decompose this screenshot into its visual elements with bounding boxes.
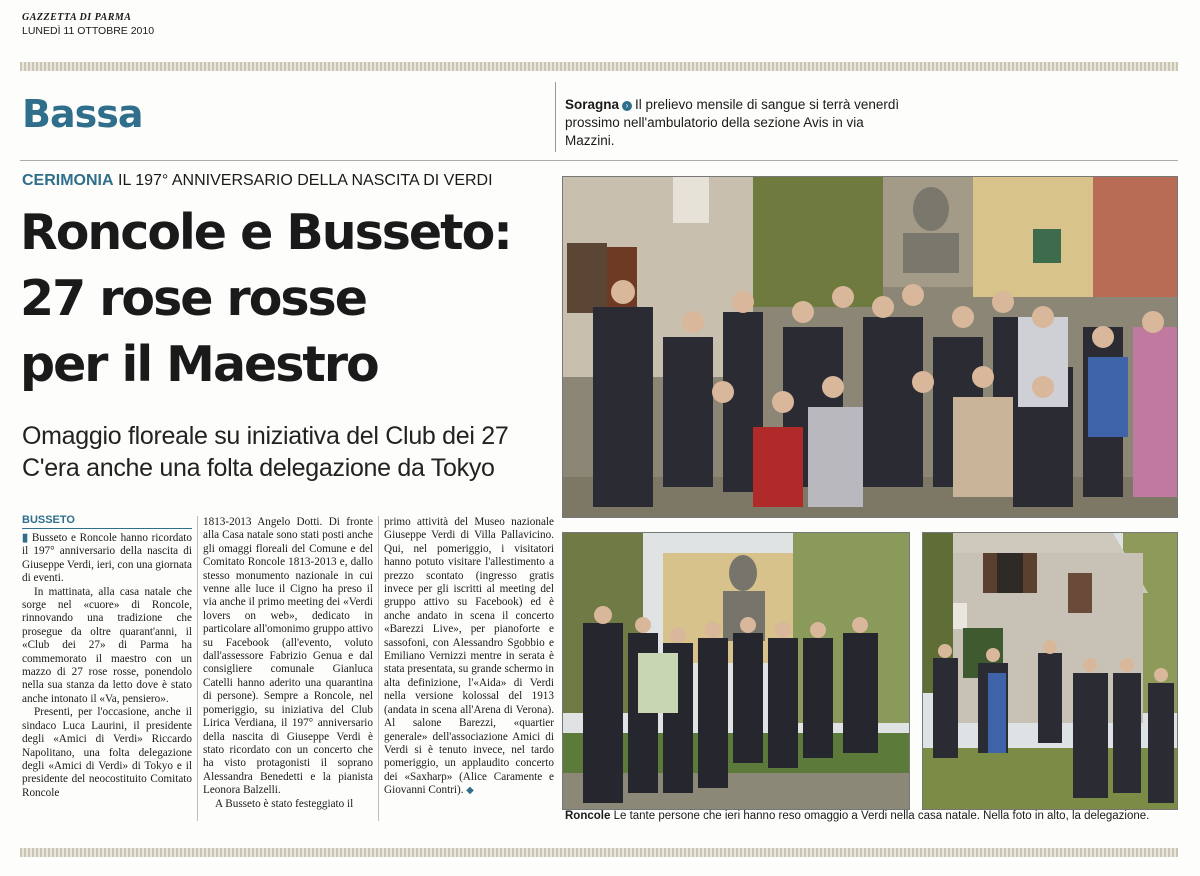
bottom-rule bbox=[20, 848, 1178, 857]
kicker bbox=[22, 172, 493, 190]
kicker-text: IL 197° ANNIVERSARIO DELLA NASCITA DI VERDI bbox=[118, 172, 493, 189]
headline-line-2: 27 rose rosse bbox=[20, 270, 366, 327]
photo-delegation bbox=[562, 176, 1178, 518]
photo-monument bbox=[562, 532, 910, 810]
paragraph-text: Busseto e Roncole hanno ricordato il 197° anniversario della nascita di Giuseppe Verdi, ieri, con una giornata di eventi. bbox=[22, 532, 192, 585]
caption-place: Roncole bbox=[565, 810, 611, 822]
article-paragraph: In mattinata, alla casa natale che sorge nel «cuore» di Roncole, rinnovando una tradizione che prosegue da oltre quarant'anni, il «Club dei 27» di Parma ha commemorato il maestro con un mazzo di 27 rose rosse, ponendolo nella sua stanza da letto dove è stato anche intonato il «Va, pensiero». bbox=[22, 585, 192, 705]
section-title: Bassa bbox=[22, 92, 143, 136]
top-rule bbox=[20, 62, 1178, 71]
end-mark-icon: ◆ bbox=[463, 785, 474, 797]
brief-divider bbox=[555, 82, 556, 152]
column-divider bbox=[197, 516, 198, 821]
photo-monument-image bbox=[563, 533, 909, 809]
brief-text: Il prelievo mensile di sangue si terrà venerdì prossimo nell'ambulatorio della sezione Avis in via Mazzini. bbox=[565, 97, 900, 148]
arrow-icon: › bbox=[622, 101, 632, 111]
paragraph-text: primo attività del Museo nazionale Giuseppe Verdi di Villa Pallavicino. Qui, nel pomeriggio, i visitatori hanno potuto visitare l'allestimento a prezzo scontato (ingresso gratis invece per gli iscritti al meeting del gruppo attivo su Facebook) ed è anche andato in scena il concerto «Barezzi Live», per pianoforte e sassofoni, con Alessandro Sgobbio e Emiliano Vernizzi mentre in serata è stata presentata, su grande schermo in alta definizione, l'«Aida» di Verdi nella versione kolossal del 1913 (andata in scena all'Arena di Verona). Al salone Barezzi, «quartier generale» dell'associazione Amici di Verdi si è tenuto invece, nel tardo pomeriggio, un applaudito concerto dei «Saxharp» (Alice Caramente e Giovanni Contri). bbox=[384, 516, 554, 797]
headline-line-3: per il Maestro bbox=[20, 336, 378, 393]
headline bbox=[20, 200, 555, 398]
article-paragraph bbox=[384, 516, 554, 798]
photo-birth-house bbox=[922, 532, 1178, 810]
article-paragraph: A Busseto è stato festeggiato il bbox=[215, 797, 354, 810]
headline-line-1: Roncole e Busseto: bbox=[20, 204, 511, 261]
subheadline bbox=[22, 420, 557, 484]
photo-delegation-image bbox=[563, 177, 1177, 517]
kicker-label: CERIMONIA bbox=[22, 172, 114, 189]
section-rule bbox=[20, 160, 1178, 161]
brief-place: Soragna bbox=[565, 97, 620, 112]
masthead: GAZZETTA DI PARMA bbox=[22, 12, 132, 23]
column-divider bbox=[378, 516, 379, 821]
article-column-2 bbox=[203, 516, 373, 811]
news-brief bbox=[565, 96, 905, 150]
subhead-line-2: C'era anche una folta delegazione da Tokyo bbox=[22, 454, 495, 482]
article-paragraph: 1813-2013 Angelo Dotti. Di fronte alla Casa natale sono stati posti anche gli omaggi floreali del Comune e del Comitato Roncole 1813-2013 e, dallo stesso monumento nazionale in cui venne alle luce il Cigno ha preso il via anche il primo meeting dei «Verdi lovers on web», dedicato in particolare all'omonimo gruppo attivo su Facebook (all'evento, voluto dall'assessore Fabrizio Genua e dal consigliere comunale Gianluca Catelli hanno aderito una quarantina di persone). Sempre a Roncole, nel pomeriggio, su iniziativa del Club Lirica Verdiana, il 197° anniversario della nascita di Giuseppe Verdi è stato ricordato con un concerto che ha visto protagonisti il soprano Alessandra Benedetti e la pianista Leonora Balzelli. bbox=[203, 516, 373, 797]
subhead-line-1: Omaggio floreale su iniziativa del Club dei 27 bbox=[22, 422, 509, 450]
caption-text: Le tante persone che ieri hanno reso omaggio a Verdi nella casa natale. Nella foto in alto, la delegazione. bbox=[613, 810, 1150, 822]
article-dateline: BUSSETO bbox=[22, 514, 192, 529]
photo-caption bbox=[565, 810, 1165, 822]
article-column-3 bbox=[384, 516, 554, 798]
paragraph-marker-icon: ▮ bbox=[22, 532, 32, 544]
photo-birth-house-image bbox=[923, 533, 1177, 809]
article-paragraph: Presenti, per l'occasione, anche il sindaco Luca Laurini, il presidente degli «Amici di Verdi» Riccardo Napolitano, una folta delegazione degli «Amici di Verdi» di Tokyo e il presidente del neocostituito Comitato Roncole bbox=[22, 706, 192, 799]
article-column-1 bbox=[22, 532, 192, 800]
article-paragraph bbox=[22, 532, 192, 586]
issue-date: LUNEDÌ 11 OTTOBRE 2010 bbox=[22, 25, 155, 37]
